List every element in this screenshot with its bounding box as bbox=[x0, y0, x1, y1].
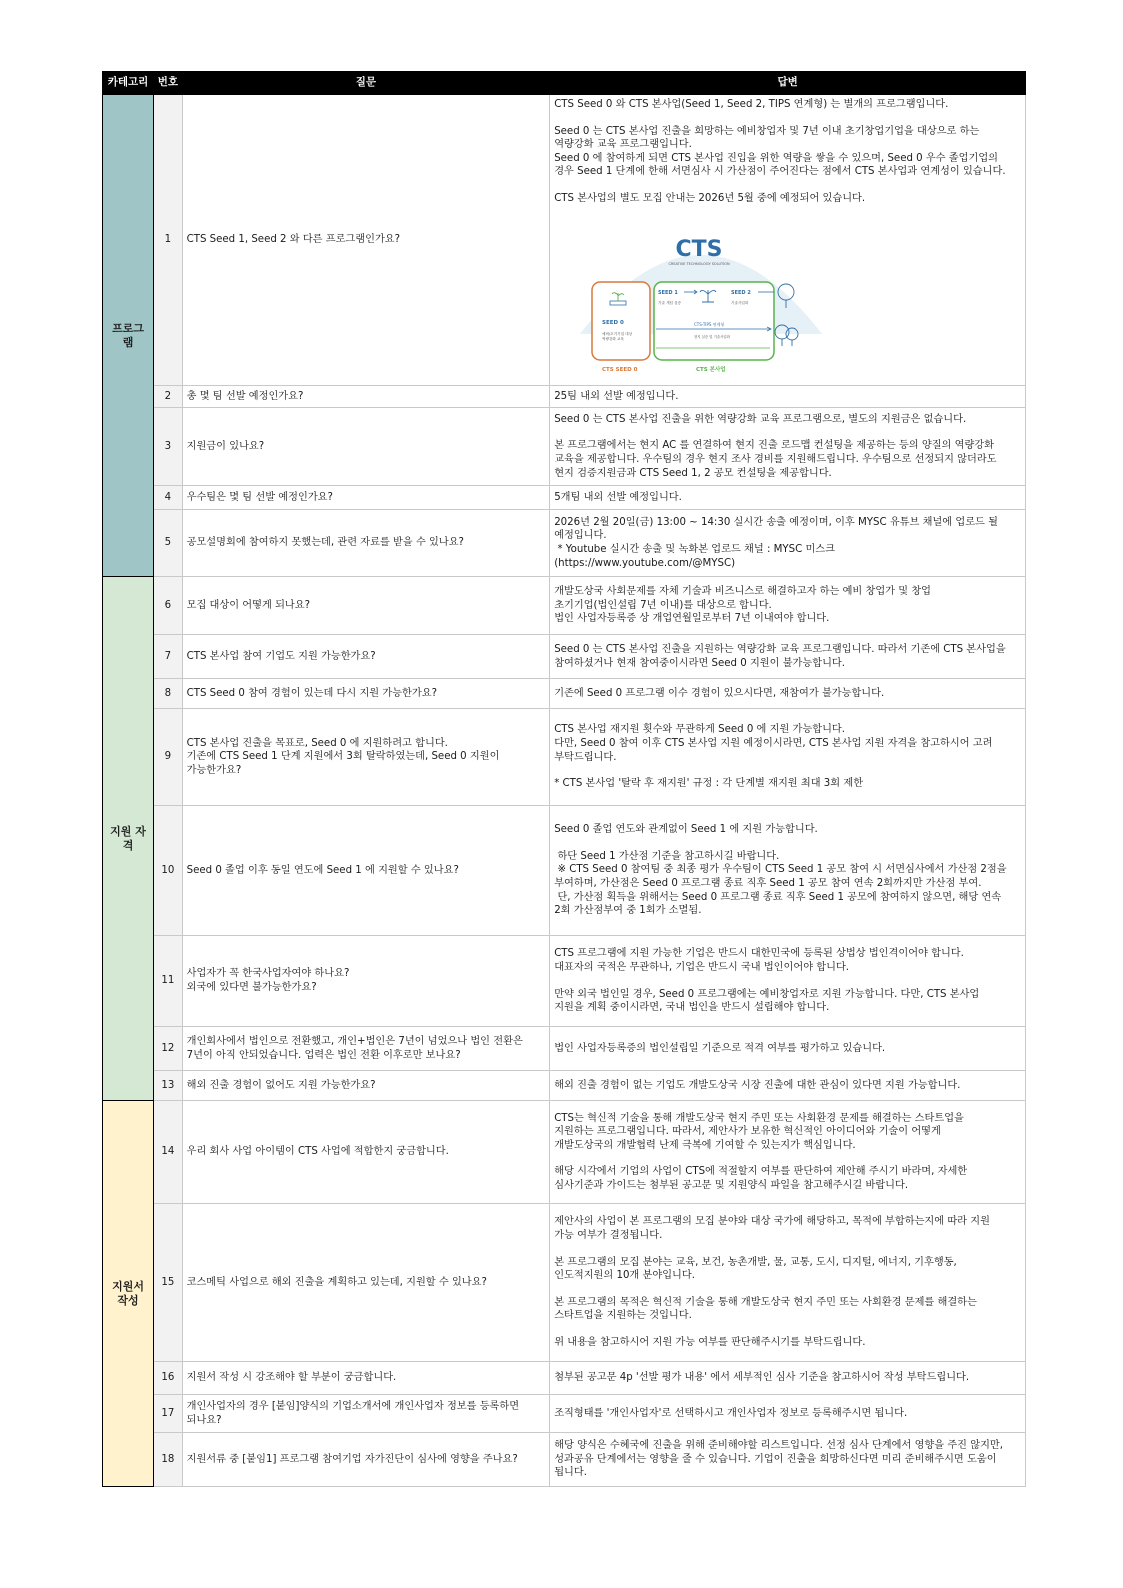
answer-cell bbox=[550, 679, 1026, 709]
answer-cell bbox=[550, 95, 1026, 386]
answer-text: CTS 본사업의 별도 모집 안내는 2026년 5월 중에 예정되어 있습니다. bbox=[554, 192, 866, 204]
question-text: 우리 회사 사업 아이템이 CTS 사업에 적합한지 궁금합니다. bbox=[186, 1146, 449, 1158]
header-row bbox=[103, 72, 1026, 95]
table-row bbox=[103, 510, 1026, 577]
label-main: CTS 본사업 bbox=[696, 366, 726, 373]
question-text: 개인회사에서 법인으로 전환했고, 개인+법인은 7년이 넘었으나 법인 전환은 7년이 아직 안되었습니다. 업력은 법인 전환 이후로만 보나요? bbox=[186, 1035, 523, 1061]
seed2-sub: 기술사업화 bbox=[731, 300, 749, 305]
row-number: 17 bbox=[154, 1395, 183, 1433]
answer-text: 해당 양식은 수혜국에 진출을 위해 준비해야할 리스트입니다. 선정 심사 단계에서 영향을 주진 않지만, 성과공유 단계에서는 영향을 줄 수 있습니다. 기업이 진출을 희망하신다면 미리 준비해주시면 도움이 됩니다. bbox=[554, 1440, 1004, 1479]
answer-cell bbox=[550, 1027, 1026, 1071]
table-row bbox=[103, 1101, 1026, 1204]
category-cell bbox=[103, 1101, 154, 1487]
answer-text: 첨부된 공고문 4p '선발 평가 내용' 에서 세부적인 심사 기준을 참고하시어 작성 부탁드립니다. bbox=[554, 1372, 970, 1384]
question-text: 개인사업자의 경우 [붙임]양식의 기업소개서에 개인사업자 정보를 등록하면 되나요? bbox=[186, 1400, 520, 1426]
row-number: 15 bbox=[154, 1204, 183, 1362]
table-row bbox=[103, 1395, 1026, 1433]
table-row bbox=[103, 1433, 1026, 1487]
answer-text: 해당 시각에서 기업의 사업이 CTS에 적절할지 여부를 판단하여 제안해 주시기 바라며, 자세한 심사기준과 가이드는 첨부된 공고문 및 지원양식 파일을 참고해주시길 바랍니다. bbox=[554, 1166, 968, 1191]
question-text: CTS 본사업 참여 기업도 지원 가능한가요? bbox=[186, 650, 376, 662]
question-text: 우수팀은 몇 팀 선발 예정인가요? bbox=[186, 491, 333, 503]
question-text: CTS 본사업 진출을 목표로, Seed 0 에 지원하려고 합니다. 기존에 CTS Seed 1 단계 지원에서 3회 탈락하였는데, Seed 0 지원이 가능한가요? bbox=[186, 737, 500, 776]
question-cell bbox=[182, 1362, 550, 1395]
row-number: 18 bbox=[154, 1433, 183, 1487]
question-cell bbox=[182, 679, 550, 709]
row-number: 3 bbox=[154, 408, 183, 486]
answer-text: CTS 프로그램에 지원 가능한 기업은 반드시 대한민국에 등록된 상법상 법인격이어야 합니다. 대표자의 국적은 무관하나, 기업은 반드시 국내 법인이어야 합니다. bbox=[554, 948, 964, 973]
question-cell bbox=[182, 635, 550, 679]
category-cell: 지원 자격 bbox=[103, 577, 154, 1101]
row-number: 5 bbox=[154, 510, 183, 577]
answer-cell bbox=[550, 486, 1026, 510]
row-number: 2 bbox=[154, 386, 183, 408]
table-row bbox=[103, 1071, 1026, 1101]
answer-cell bbox=[550, 510, 1026, 577]
question-cell bbox=[182, 486, 550, 510]
tips-title: CTS-TIPS 연계형 bbox=[694, 321, 725, 327]
seed0-sub: 예비/초기기업 대상 역량강화 교육 bbox=[602, 331, 633, 341]
question-text: 총 몇 팀 선발 예정인가요? bbox=[186, 390, 304, 402]
table-row bbox=[103, 1027, 1026, 1071]
answer-text: 5개팀 내외 선발 예정입니다. bbox=[554, 491, 682, 503]
answer-text: 하단 Seed 1 가산점 기준을 참고하시길 바랍니다. ※ CTS Seed 0 참여팀 중 최종 평가 우수팀이 CTS Seed 1 공모 참여 시 서면심사에서 가산점 2점을 부여하며, 가산점은 Seed 0 프로그램 종료 직후 Seed 1 공모 참여 연속 2회까지만 가산점 부여. 단, 가산점 획득을 위해서는 Seed 0 프로그램 종료 직후 Seed 1 공모에 참여하지 않으면, 해당 연속 2회 가산점부여 중 1회가 소멸됨. bbox=[554, 850, 1007, 917]
table-row bbox=[103, 95, 1026, 386]
answer-text: CTS는 혁신적 기술을 통해 개발도상국 현지 주민 또는 사회환경 문제를 해결하는 스타트업을 지원하는 프로그램입니다. 따라서, 제안사가 보유한 혁신적인 아이디어와 기술이 어떻게 개발도상국의 개발협력 난제 극복에 기여할 수 있는지가 핵심입니다. bbox=[554, 1112, 964, 1151]
table-row bbox=[103, 1362, 1026, 1395]
row-number: 14 bbox=[154, 1101, 183, 1204]
answer-cell bbox=[550, 1204, 1026, 1362]
row-number: 13 bbox=[154, 1071, 183, 1101]
row-number: 10 bbox=[154, 806, 183, 936]
category-cell: 프로그램 bbox=[103, 95, 154, 577]
row-number: 6 bbox=[154, 577, 183, 635]
question-text: Seed 0 졸업 이후 동일 연도에 Seed 1 에 지원할 수 있나요? bbox=[186, 864, 459, 876]
row-number: 11 bbox=[154, 936, 183, 1027]
question-cell bbox=[182, 709, 550, 806]
answer-text: Seed 0 는 CTS 본사업 진출을 희망하는 예비창업자 및 7년 이내 초기창업기업을 대상으로 하는 역량강화 교육 프로그램입니다. Seed 0 에 참여하게 되면 CTS 본사업 진입을 위한 역량을 쌓을 수 있으며, Seed 0 우수 졸업기업의 경우 Seed 1 단계에 한해 서면심사 시 가산점이 주어진다는 점에서 CTS 본사업과 연계성이 있습니다. bbox=[554, 125, 1006, 178]
question-cell bbox=[182, 1027, 550, 1071]
cts-logo-sub: CREATIVE TECHNOLOGY SOLUTION bbox=[668, 261, 730, 266]
answer-cell bbox=[550, 386, 1026, 408]
answer-text: 기존에 Seed 0 프로그램 이수 경험이 있으시다면, 재참여가 불가능합니다. bbox=[554, 687, 885, 699]
answer-text: 제안사의 사업이 본 프로그램의 모집 분야와 대상 국가에 해당하고, 목적에 부합하는지에 따라 지원 가능 여부가 결정됩니다. bbox=[554, 1216, 990, 1242]
answer-cell bbox=[550, 709, 1026, 806]
header-question: 질문 bbox=[182, 72, 550, 95]
question-cell bbox=[182, 577, 550, 635]
answer-text: Seed 0 는 CTS 본사업 진출을 위한 역량강화 교육 프로그램으로, 별도의 지원금은 없습니다. bbox=[554, 413, 967, 425]
question-text: CTS Seed 0 참여 경험이 있는데 다시 지원 가능한가요? bbox=[186, 687, 437, 699]
table-row bbox=[103, 577, 1026, 635]
question-text: 지원서 작성 시 강조해야 할 부분이 궁금합니다. bbox=[186, 1372, 397, 1384]
answer-text: CTS Seed 0 와 CTS 본사업(Seed 1, Seed 2, TIPS 연계형) 는 별개의 프로그램입니다. bbox=[554, 99, 949, 110]
answer-cell bbox=[550, 1362, 1026, 1395]
row-number: 12 bbox=[154, 1027, 183, 1071]
answer-text: 법인 사업자등록증의 법인설립일 기준으로 적격 여부를 평가하고 있습니다. bbox=[554, 1042, 886, 1054]
answer-text: Seed 0 는 CTS 본사업 진출을 지원하는 역량강화 교육 프로그램입니다. 따라서 기존에 CTS 본사업을 참여하셨거나 현재 참여중이시라면 Seed 0 지원이 불가능합니다. bbox=[554, 643, 1006, 669]
answer-cell bbox=[550, 936, 1026, 1027]
cts-logo: CTS bbox=[675, 236, 723, 262]
question-cell bbox=[182, 1101, 550, 1204]
answer-text: 조직형태를 '개인사업자'로 선택하시고 개인사업자 정보로 등록해주시면 됩니다. bbox=[554, 1407, 908, 1419]
header-answer: 답변 bbox=[550, 72, 1026, 95]
table-row bbox=[103, 806, 1026, 936]
table-row bbox=[103, 635, 1026, 679]
answer-cell bbox=[550, 806, 1026, 936]
answer-text: * CTS 본사업 '탈락 후 재지원' 규정 : 각 단계별 재지원 최대 3회 제한 bbox=[554, 778, 864, 790]
question-text: 지원금이 있나요? bbox=[186, 440, 265, 452]
cts-program-diagram bbox=[566, 216, 836, 376]
question-cell bbox=[182, 1395, 550, 1433]
question-cell bbox=[182, 1433, 550, 1487]
question-cell bbox=[182, 510, 550, 577]
question-text: 모집 대상이 어떻게 되나요? bbox=[186, 599, 310, 611]
answer-text: 2026년 2월 20일(금) 13:00 ~ 14:30 실시간 송출 예정이며, 이후 MYSC 유튜브 채널에 업로드 될 예정입니다. * Youtube 실시간 송출 및 녹화본 업로드 채널 : MYSC 미스크 (https://www.youtube.com/@MYSC) bbox=[554, 516, 998, 569]
seed2-title: SEED 2 bbox=[731, 289, 751, 296]
answer-cell bbox=[550, 635, 1026, 679]
question-cell bbox=[182, 386, 550, 408]
question-text: 사업자가 꼭 한국사업자여야 하나요? 외국에 있다면 불가능한가요? bbox=[186, 968, 350, 993]
question-text: CTS Seed 1, Seed 2 와 다른 프로그램인가요? bbox=[186, 234, 401, 246]
answer-text: 만약 외국 법인일 경우, Seed 0 프로그램에는 예비창업자로 지원 가능합니다. 다만, CTS 본사업 지원을 계획 중이시라면, 국내 법인을 반드시 설립해야 합니다. bbox=[554, 988, 980, 1014]
question-cell bbox=[182, 806, 550, 936]
table-row bbox=[103, 386, 1026, 408]
category-label: 지원서 작성 bbox=[112, 1279, 144, 1307]
answer-cell bbox=[550, 1071, 1026, 1101]
answer-text: 해외 진출 경험이 없는 기업도 개발도상국 시장 진출에 대한 관심이 있다면 지원 가능합니다. bbox=[554, 1079, 961, 1091]
row-number: 4 bbox=[154, 486, 183, 510]
answer-text: 본 프로그램에서는 현지 AC 를 연결하여 현지 진출 로드맵 컨설팅을 제공하는 등의 양질의 역량강화 교육을 제공합니다. 우수팀의 경우 현지 조사 경비를 지원해드립니다. 우수팀으로 선정되지 않더라도 현지 검증지원금과 CTS Seed 1, 2 공모 컨설팅을 제공합니다. bbox=[554, 440, 997, 479]
answer-cell bbox=[550, 1101, 1026, 1204]
answer-text: 본 프로그램의 목적은 혁신적 기술을 통해 개발도상국 현지 주민 또는 사회환경 문제를 해결하는 스타트업을 지원하는 것입니다. bbox=[554, 1296, 977, 1322]
question-cell bbox=[182, 408, 550, 486]
answer-text: 개발도상국 사회문제를 자체 기술과 비즈니스로 해결하고자 하는 예비 창업가 및 창업 초기기업(법인설립 7년 이내)를 대상으로 합니다. 법인 사업자등록증 상 개업연월일로부터 7년 이내여야 합니다. bbox=[554, 586, 932, 625]
tips-sub: 현지 실증 및 기술사업화 bbox=[694, 334, 731, 339]
header-category: 카테고리 bbox=[103, 72, 154, 95]
row-number: 7 bbox=[154, 635, 183, 679]
answer-cell bbox=[550, 577, 1026, 635]
row-number: 16 bbox=[154, 1362, 183, 1395]
question-cell bbox=[182, 1204, 550, 1362]
table-row bbox=[103, 709, 1026, 806]
question-cell bbox=[182, 936, 550, 1027]
answer-text: Seed 0 졸업 연도와 관계없이 Seed 1 에 지원 가능합니다. bbox=[554, 824, 818, 836]
question-cell bbox=[182, 1071, 550, 1101]
table-row bbox=[103, 936, 1026, 1027]
question-text: 지원서류 중 [붙임1] 프로그램 참여기업 자가진단이 심사에 영향을 주나요? bbox=[186, 1453, 518, 1465]
answer-text: 25팀 내외 선발 예정입니다. bbox=[554, 390, 679, 402]
row-number: 8 bbox=[154, 679, 183, 709]
cts-diagram-svg bbox=[566, 216, 836, 376]
question-cell bbox=[182, 95, 550, 386]
answer-cell bbox=[550, 408, 1026, 486]
label-seed0: CTS SEED 0 bbox=[602, 366, 638, 373]
answer-text: 본 프로그램의 모집 분야는 교육, 보건, 농촌개발, 물, 교통, 도시, 디지털, 에너지, 기후행동, 인도적지원의 10개 분야입니다. bbox=[554, 1256, 957, 1282]
table-row bbox=[103, 679, 1026, 709]
row-number: 1 bbox=[154, 95, 183, 386]
table-row bbox=[103, 1204, 1026, 1362]
answer-text: CTS 본사업 재지원 횟수와 무관하게 Seed 0 에 지원 가능합니다. 다만, Seed 0 참여 이후 CTS 본사업 지원 예정이시라면, CTS 본사업 지원 자격을 참고하시어 고려 부탁드립니다. bbox=[554, 724, 993, 763]
seed1-sub: 기술 개념 검증 bbox=[658, 300, 682, 305]
row-number: 9 bbox=[154, 709, 183, 806]
faq-table bbox=[102, 71, 1026, 1487]
answer-text: 위 내용을 참고하시어 지원 가능 여부를 판단해주시기를 부탁드립니다. bbox=[554, 1336, 866, 1348]
table-row bbox=[103, 486, 1026, 510]
answer-cell bbox=[550, 1395, 1026, 1433]
table-row bbox=[103, 408, 1026, 486]
question-text: 코스메틱 사업으로 해외 진출을 계획하고 있는데, 지원할 수 있나요? bbox=[186, 1276, 487, 1288]
seed1-title: SEED 1 bbox=[658, 289, 678, 296]
answer-cell bbox=[550, 1433, 1026, 1487]
question-text: 공모설명회에 참여하지 못했는데, 관련 자료를 받을 수 있나요? bbox=[186, 537, 464, 549]
header-number: 번호 bbox=[154, 72, 183, 95]
seed0-title: SEED 0 bbox=[602, 319, 624, 326]
question-text: 해외 진출 경험이 없어도 지원 가능한가요? bbox=[186, 1079, 376, 1091]
